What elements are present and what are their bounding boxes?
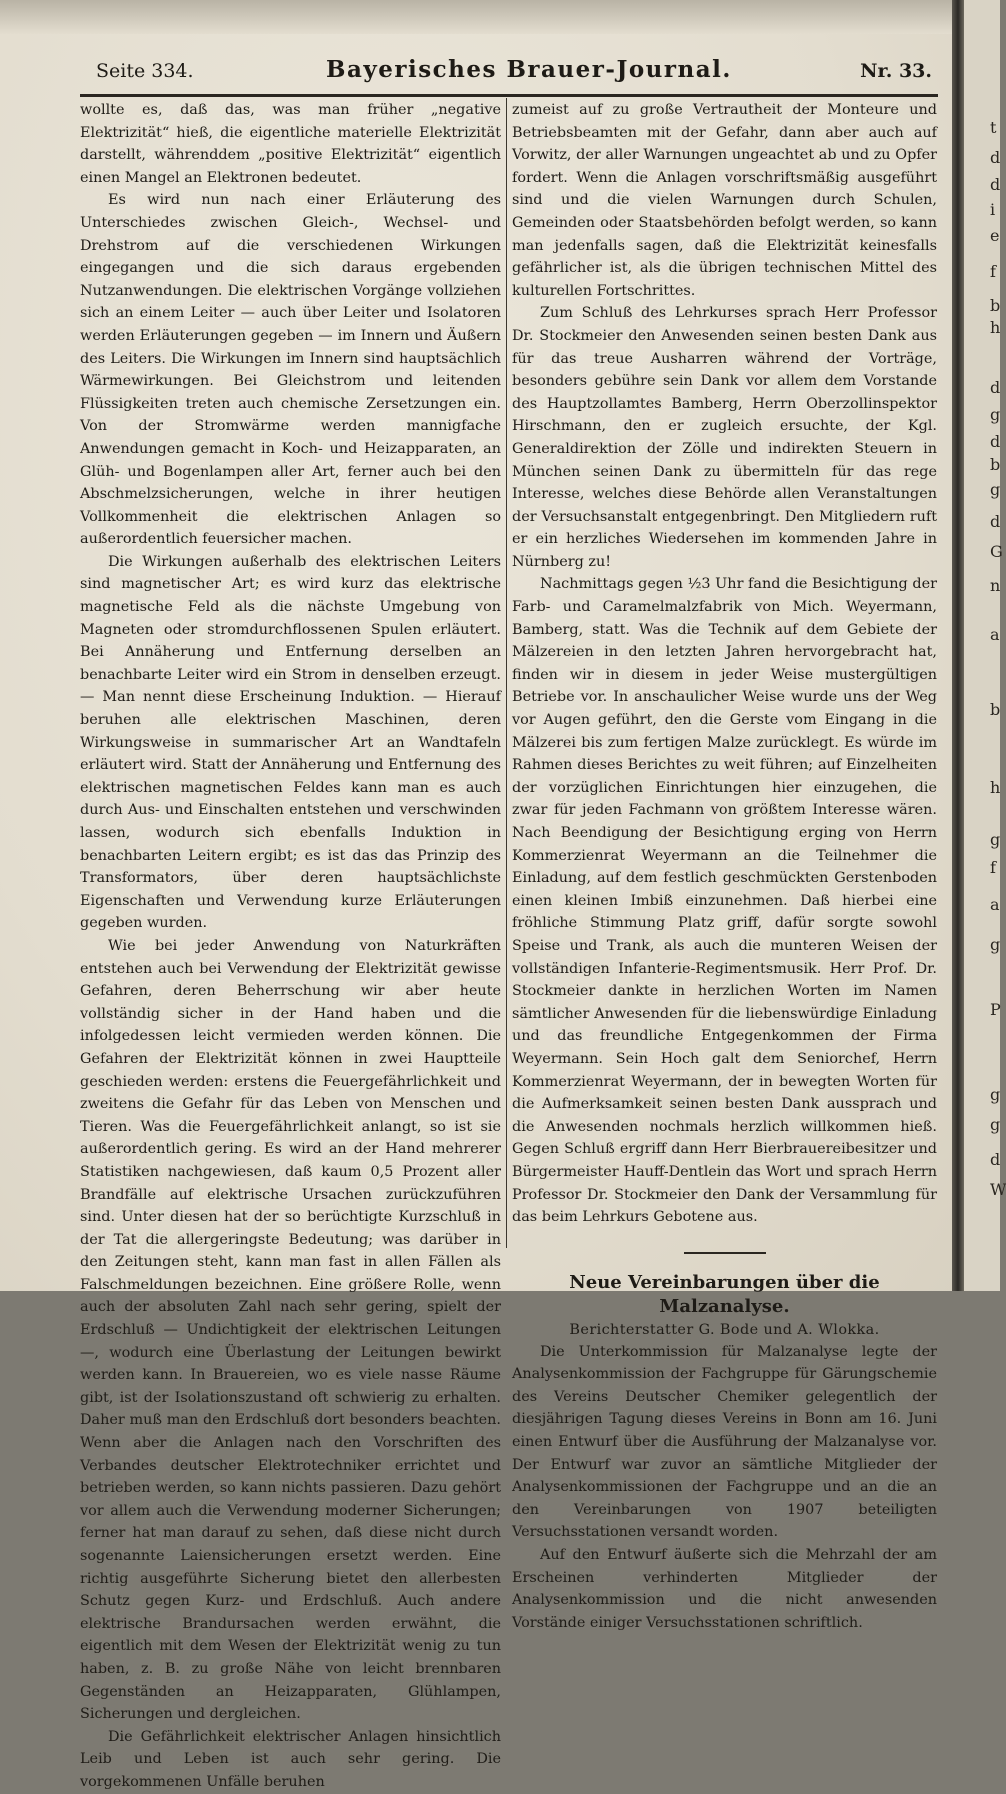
edge-letter: b [990,700,1001,719]
page-label: Seite 334. [96,60,194,82]
right-column [512,99,937,1634]
paragraph: Zum Schluß des Lehrkurses sprach Herr Professor Dr. Stockmeier den Anwesenden seinen besten Dank aus für das treue Ausharren während der Vorträge, besonders gebühre sein Dank vor allem dem Vorstande des Hauptzollamtes Bamberg, Herrn Oberzollinspektor Hirschmann, den er zugleich ersuchte, der Kgl. Generaldirektion der Zölle und indirekten Steuern in München seinen Dank zu übermitteln für das rege Interesse, welches diese Behörde allen Veranstaltungen der Versuchsanstalt entgegenbringt. Den Mitgliedern ruft er ein herzliches Wiedersehen im kommenden Jahre in Nürnberg zu! [512,305,937,570]
edge-letter: d [990,175,1001,194]
paragraph: Auf den Entwurf äußerte sich die Mehrzahl der am Erscheinen verhinderten Mitglieder der Analysenkommission und die nicht anwesenden Vorstände einiger Versuchsstationen schriftlich. [512,1547,937,1631]
journal-title: Bayerisches Brauer-Journal. [326,56,732,83]
edge-letter: d [990,378,1001,397]
header-rule [80,94,938,97]
edge-letter: h [990,778,1001,797]
paragraph: Die Unterkommission für Malzanalyse legte der Analysenkommission der Fachgruppe für Gärungschemie des Vereins Deutscher Chemiker gelegentlich der diesjährigen Tagung dieses Vereins in Bonn am 16. Juni einen Entwurf über die Ausführung der Malzanalyse vor. Der Entwurf war zuvor an sämtliche Mitglieder der Analysenkommissionen der Fachgruppe und an die an den Vereinbarungen von 1907 beteiligten Versuchsstationen versandt worden. [512,1343,937,1541]
edge-letter: a [990,895,1000,914]
edge-letter: i [990,200,996,219]
paragraph: Es wird nun nach einer Erläuterung des Unterschiedes zwischen Gleich-, Wechsel- und Drehstrom auf die verschiedenen Wirkungen eingegangen und die sich daraus ergebenden Nutzanwendungen. Die elektrischen Vorgänge vollziehen sich an einem Leiter — auch über Leiter und Isolatoren werden Erläuterungen gegeben — im Innern und Äußern des Leiters. Die Wirkungen im Innern sind hauptsächlich Wärmewirkungen. Bei Gleichstrom und leitenden Flüssigkeiten treten auch chemische Zersetzungen ein. Von der Stromwärme werden mannigfache Anwendungen gemacht in Koch- und Heizapparaten, an Glüh- und Bogenlampen aller Art, ferner auch bei den Abschmelzsicherungen, welche in ihrer heutigen Vollkommenheit die elektrischen Anlagen so außerordentlich feuersicher machen. [80,192,501,548]
section-separator [684,1252,766,1254]
edge-letter: W [990,1180,1006,1199]
edge-letter: b [990,296,1001,315]
edge-letter: f [990,858,996,877]
edge-letter: d [990,512,1001,531]
paragraph: Nachmittags gegen ½3 Uhr fand die Besichtigung der Farb- und Caramelmalzfabrik von Mich. Weyermann, Bamberg, statt. Was die Technik auf dem Gebiete der Mälzereien in den letzten Jahren hervorgebracht hat, finden wir in diesem in jeder Weise mustergültigen Betriebe vor. In anschaulicher Weise wurde uns der Weg vor Augen geführt, den die Gerste vom Eingang in die Mälzerei bis zum fertigen Malze zurücklegt. Es würde im Rahmen dieses Berichtes zu weit führen; auf Einzelheiten der vorzüglichen Einrichtungen hier einzugehen, die zwar für jeden Fachmann von größtem Interesse wären. Nach Beendigung der Besichtigung erging von Herrn Kommerzienrat Weyermann an die Teilnehmer die Einladung, auf dem festlich geschmückten Gerstenboden einen kleinen Imbiß einzunehmen. Daß hierbei eine fröhliche Stimmung Platz griff, dafür sorgte sowohl Speise und Trank, als auch die munteren Weisen der vollständigen Infanterie-Regimentsmusik. Herr Prof. Dr. Stockmeier dankte in herzlichen Worten im Namen sämtlicher Anwesenden für die liebenswürdige Einladung und das freundliche Entgegenkommen der Firma Weyermann. Sein Hoch galt dem Seniorchef, Herrn Kommerzienrat Weyermann, der in bewegten Worten für die Aufmerksamkeit seinen besten Dank aussprach und die Anwesenden nochmals herzlich willkommen hieß. Gegen Schluß ergriff dann Herr Bierbrauereibesitzer und Bürgermeister Hauff-Dentlein das Wort und sprach Herrn Professor Dr. Stockmeier den Dank der Versammlung für das beim Lehrkurs Gebotene aus. [512,576,937,1226]
edge-letter: a [990,625,1000,644]
edge-letter: g [990,830,1001,849]
edge-letter: g [990,935,1001,954]
edge-letter: g [990,480,1001,499]
edge-letter: h [990,318,1001,337]
edge-letter: d [990,432,1001,451]
paragraph: Die Wirkungen außerhalb des elektrischen Leiters sind magnetischer Art; es wird kurz das elektrische magnetische Feld als die nächste Umgebung von Magneten oder stromdurchflossenen Spulen erläutert. Bei Annäherung und Entfernung derselben an benachbarte Leiter wird ein Strom in denselben erzeugt. — Man nennt diese Erscheinung Induktion. — Hierauf beruhen alle elektrischen Maschinen, deren Wirkungsweise in summarischer Art an Wandtafeln erläutert wird. Statt der Annäherung und Entfernung des elektrischen magnetischen Feldes kann man es auch durch Aus- und Einschalten entstehen und verschwinden lassen, wodurch sich ebenfalls Induktion in benachbarten Leitern ergibt; es ist das das Prinzip des Transformators, über deren hauptsächlichste Eigenschaften und Verwendung kurze Erläuterungen gegeben wurden. [80,553,501,932]
edge-letter: G [990,542,1003,561]
edge-letter: d [990,1150,1001,1169]
edge-letter: b [990,455,1001,474]
edge-letter: P [990,1000,1001,1019]
edge-letter: n [990,576,1001,595]
running-header [96,56,932,86]
edge-letter: e [990,226,1000,245]
edge-letter: f [990,262,996,281]
section-title: Neue Vereinbarungen über die Malzanalyse. [569,1271,880,1317]
edge-letter: t [990,118,997,137]
issue-number: Nr. 33. [860,60,932,82]
byline: Berichterstatter G. Bode und A. Wlokka. [569,1321,880,1338]
page-top-shadow [0,0,958,34]
paragraph: Die Gefährlichkeit elektrischer Anlagen hinsichtlich Leib und Leben ist auch sehr gering. Die vorgekommenen Unfälle beruhen [80,1728,501,1790]
column-divider [506,98,507,1248]
edge-letter: g [990,1115,1001,1134]
edge-letter: d [990,148,1001,167]
paragraph: Wie bei jeder Anwendung von Naturkräften entstehen auch bei Verwendung der Elektrizität gewisse Gefahren, deren Beherrschung wir aber heute vollständig sicher in der Hand haben und die infolgedessen leicht vermieden werden können. Die Gefahren der Elektrizität können in zwei Hauptteile geschieden werden: erstens die Feuergefährlichkeit und zweitens die Gefahr für das Leben von Menschen und Tieren. Was die Feuergefährlichkeit anlangt, so ist sie außerordentlich gering. Es wird an der Hand mehrerer Statistiken nachgewiesen, daß kaum 0,5 Prozent aller Brandfälle auf elektrische Ursachen zurückzuführen sind. Unter diesen hat der so berüchtigte Kurzschluß in der Tat die allergeringste Bedeutung; was darüber in den Zeitungen steht, kann man fast in allen Fällen als Falschmeldungen bezeichnen. Eine größere Rolle, wenn auch der absoluten Zahl nach sehr gering, spielt der Erdschluß — Undichtigkeit der elektrischen Leitungen —, wodurch eine Überlastung der Leitungen bewirkt werden kann. In Brauereien, wo es viele nasse Räume gibt, ist der Isolationszustand oft schwierig zu erhalten. Daher muß man den Erdschluß dort besonders beachten. Wenn aber die Anlagen nach den Vorschriften des Verbandes deutscher Elektrotechniker errichtet und betrieben werden, so kann nichts passieren. Dazu gehört vor allem auch die Verwendung moderner Sicherungen; ferner hat man darauf zu sehen, daß diese nicht durch sogenannte Laiensicherungen ersetzt werden. Eine richtig ausgeführte Sicherung bietet den allerbesten Schutz gegen Kurz- und Erdschluß. Auch andere elektrische Brandursachen werden erwähnt, die eigentlich mit dem Wesen der Elektrizität wenig zu tun haben, z. B. zu große Nähe von leicht brennbaren Gegenständen an Heizapparaten, Glühlampen, Sicherungen und dergleichen. [80,937,501,1723]
paragraph: wollte es, daß das, was man früher „negative Elektrizität“ hieß, die eigentliche materielle Elektrizität darstellt, währenddem „positive Elektrizität“ eigentlich einen Mangel an Elektronen bedeutet. [80,102,501,186]
left-column [80,99,501,1794]
edge-letter: g [990,405,1001,424]
binding-gutter [952,0,964,1291]
edge-letter: g [990,1085,1001,1104]
paragraph: zumeist auf zu große Vertrautheit der Monteure und Betriebsbeamten mit der Gefahr, dann aber auch auf Vorwitz, der aller Warnungen ungeachtet ab und zu Opfer fordert. Wenn die Anlagen vorschriftsmäßig ausgeführt sind und die vielen Warnungen durch Schulen, Gemeinden oder Staatsbehörden befolgt werden, so kann man jedenfalls sagen, daß die Elektrizität keinesfalls gefährlicher ist, als die übrigen technischen Mittel des kulturellen Fortschrittes. [512,102,937,299]
